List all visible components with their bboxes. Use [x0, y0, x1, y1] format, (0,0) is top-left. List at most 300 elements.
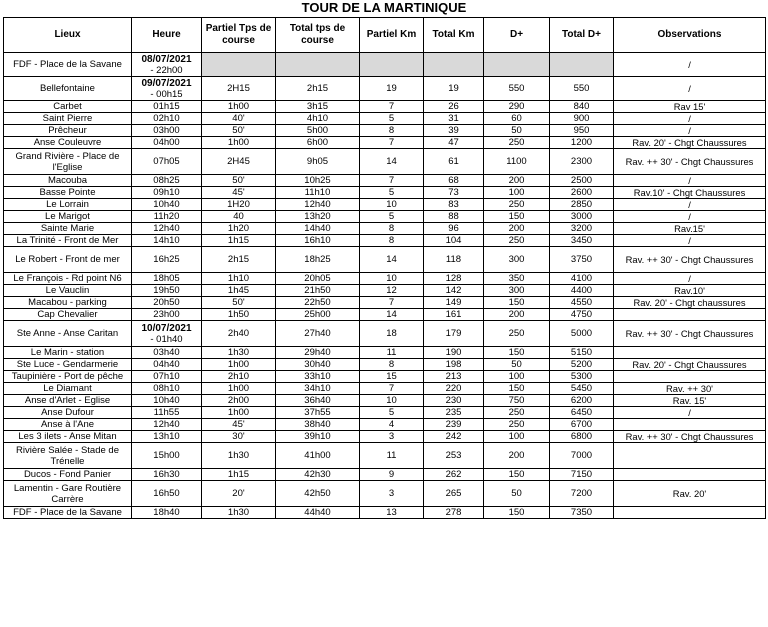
time-cell: 11h20	[132, 211, 202, 223]
total-km-cell: 68	[424, 175, 484, 187]
total-km-cell: 262	[424, 469, 484, 481]
table-row	[4, 187, 766, 199]
elevation-cell: 200	[484, 309, 550, 321]
partial-time-cell: 1h00	[202, 383, 276, 395]
partial-km-cell: 8	[360, 359, 424, 371]
total-time-cell: 16h10	[276, 235, 360, 247]
place-cell: Le François - Rd point N6	[4, 273, 132, 285]
partial-time-cell: 2H15	[202, 77, 276, 101]
elevation-cell	[484, 53, 550, 77]
partial-time-cell: 1h00	[202, 101, 276, 113]
table-row	[4, 359, 766, 371]
partial-time-cell: 1h45	[202, 285, 276, 297]
total-elevation-cell: 5450	[550, 383, 614, 395]
table-row	[4, 125, 766, 137]
header-dplus: D+	[484, 18, 550, 53]
partial-km-cell: 14	[360, 247, 424, 273]
observations-cell: Rav. 20' - Chgt chaussures	[614, 297, 766, 309]
time-cell: 16h25	[132, 247, 202, 273]
time-cell: 04h40	[132, 359, 202, 371]
total-km-cell: 47	[424, 137, 484, 149]
observations-cell	[614, 371, 766, 383]
elevation-cell: 100	[484, 187, 550, 199]
elevation-cell: 150	[484, 347, 550, 359]
observations-cell: Rav. ++ 30' - Chgt Chaussures	[614, 321, 766, 347]
partial-km-cell: 8	[360, 125, 424, 137]
observations-cell	[614, 419, 766, 431]
race-schedule-table	[3, 17, 766, 519]
partial-km-cell: 5	[360, 113, 424, 125]
elevation-cell: 50	[484, 359, 550, 371]
observations-cell: /	[614, 235, 766, 247]
partial-km-cell: 5	[360, 407, 424, 419]
total-km-cell: 96	[424, 223, 484, 235]
header-heure: Heure	[132, 18, 202, 53]
elevation-cell: 50	[484, 125, 550, 137]
total-time-cell: 5h00	[276, 125, 360, 137]
partial-km-cell: 10	[360, 199, 424, 211]
total-elevation-cell: 5300	[550, 371, 614, 383]
total-elevation-cell: 5150	[550, 347, 614, 359]
time-cell: 16h30	[132, 469, 202, 481]
time-label: - 00h15	[150, 88, 183, 100]
place-cell: Les 3 ilets - Anse Mitan	[4, 431, 132, 443]
total-time-cell: 25h00	[276, 309, 360, 321]
place-cell: Le Diamant	[4, 383, 132, 395]
total-time-cell	[276, 53, 360, 77]
observations-cell: Rav.10'	[614, 285, 766, 297]
table-row	[4, 199, 766, 211]
time-cell: 12h40	[132, 419, 202, 431]
total-km-cell: 83	[424, 199, 484, 211]
table-row	[4, 347, 766, 359]
place-cell: Ducos - Fond Panier	[4, 469, 132, 481]
partial-km-cell: 13	[360, 507, 424, 519]
total-km-cell: 142	[424, 285, 484, 297]
partial-km-cell: 10	[360, 273, 424, 285]
total-time-cell: 10h25	[276, 175, 360, 187]
total-elevation-cell: 2500	[550, 175, 614, 187]
total-elevation-cell: 6450	[550, 407, 614, 419]
total-km-cell: 149	[424, 297, 484, 309]
place-cell: Bellefontaine	[4, 77, 132, 101]
place-cell: Grand Rivière - Place de l'Eglise	[4, 149, 132, 175]
time-cell: 02h10	[132, 113, 202, 125]
total-time-cell: 11h10	[276, 187, 360, 199]
table-row	[4, 273, 766, 285]
total-time-cell: 29h40	[276, 347, 360, 359]
place-cell: Le Robert - Front de mer	[4, 247, 132, 273]
total-elevation-cell: 5000	[550, 321, 614, 347]
table-row	[4, 101, 766, 113]
observations-cell: /	[614, 199, 766, 211]
total-elevation-cell: 4750	[550, 309, 614, 321]
place-cell: Saint Pierre	[4, 113, 132, 125]
total-time-cell: 42h30	[276, 469, 360, 481]
time-label: - 01h40	[150, 333, 183, 345]
total-time-cell: 39h10	[276, 431, 360, 443]
time-cell: 04h00	[132, 137, 202, 149]
partial-time-cell: 45'	[202, 187, 276, 199]
header-lieux: Lieux	[4, 18, 132, 53]
time-cell: 15h00	[132, 443, 202, 469]
total-time-cell: 4h10	[276, 113, 360, 125]
total-km-cell	[424, 53, 484, 77]
place-cell: Ste Anne - Anse Caritan	[4, 321, 132, 347]
total-km-cell: 230	[424, 395, 484, 407]
time-cell: 19h50	[132, 285, 202, 297]
partial-km-cell: 5	[360, 211, 424, 223]
time-cell: 07h10	[132, 371, 202, 383]
partial-time-cell: 50'	[202, 125, 276, 137]
total-elevation-cell: 7350	[550, 507, 614, 519]
observations-cell: /	[614, 77, 766, 101]
total-elevation-cell: 900	[550, 113, 614, 125]
total-elevation-cell: 3750	[550, 247, 614, 273]
observations-cell: Rav.15'	[614, 223, 766, 235]
time-cell: 08h25	[132, 175, 202, 187]
total-elevation-cell: 2600	[550, 187, 614, 199]
elevation-cell: 150	[484, 383, 550, 395]
total-km-cell: 253	[424, 443, 484, 469]
elevation-cell: 100	[484, 371, 550, 383]
date-label: 09/07/2021	[141, 77, 192, 89]
time-cell: 18h05	[132, 273, 202, 285]
total-time-cell: 30h40	[276, 359, 360, 371]
table-body	[4, 53, 766, 519]
total-time-cell: 36h40	[276, 395, 360, 407]
total-km-cell: 179	[424, 321, 484, 347]
total-elevation-cell: 7200	[550, 481, 614, 507]
place-cell: Ste Luce - Gendarmerie	[4, 359, 132, 371]
total-km-cell: 278	[424, 507, 484, 519]
table-row	[4, 175, 766, 187]
place-cell: Anse d'Arlet - Eglise	[4, 395, 132, 407]
partial-time-cell: 1h00	[202, 359, 276, 371]
place-cell: Rivière Salée - Stade de Trénelle	[4, 443, 132, 469]
elevation-cell: 250	[484, 419, 550, 431]
partial-time-cell: 1h50	[202, 309, 276, 321]
table-row	[4, 407, 766, 419]
elevation-cell: 350	[484, 273, 550, 285]
elevation-cell: 200	[484, 223, 550, 235]
total-km-cell: 88	[424, 211, 484, 223]
place-cell: Anse Couleuvre	[4, 137, 132, 149]
partial-km-cell: 7	[360, 383, 424, 395]
place-cell: Basse Pointe	[4, 187, 132, 199]
partial-time-cell: 2h00	[202, 395, 276, 407]
elevation-cell: 300	[484, 247, 550, 273]
partial-km-cell: 11	[360, 443, 424, 469]
observations-cell: /	[614, 53, 766, 77]
elevation-cell: 250	[484, 137, 550, 149]
table-row	[4, 53, 766, 77]
total-km-cell: 104	[424, 235, 484, 247]
total-time-cell: 12h40	[276, 199, 360, 211]
table-row	[4, 113, 766, 125]
place-cell: Le Lorrain	[4, 199, 132, 211]
table-row	[4, 469, 766, 481]
table-row	[4, 149, 766, 175]
partial-km-cell: 18	[360, 321, 424, 347]
time-cell: 07h05	[132, 149, 202, 175]
place-cell: Sainte Marie	[4, 223, 132, 235]
total-time-cell: 44h40	[276, 507, 360, 519]
partial-time-cell: 1h20	[202, 223, 276, 235]
total-km-cell: 190	[424, 347, 484, 359]
partial-km-cell: 7	[360, 297, 424, 309]
table-row	[4, 223, 766, 235]
header-row	[4, 18, 766, 53]
page-title: TOUR DE LA MARTINIQUE	[301, 0, 467, 15]
total-elevation-cell: 2850	[550, 199, 614, 211]
total-elevation-cell: 6800	[550, 431, 614, 443]
total-km-cell: 128	[424, 273, 484, 285]
observations-cell: Rav. ++ 30'	[614, 383, 766, 395]
elevation-cell: 250	[484, 321, 550, 347]
time-cell: 23h00	[132, 309, 202, 321]
observations-cell: /	[614, 211, 766, 223]
partial-km-cell: 7	[360, 137, 424, 149]
time-cell: 13h10	[132, 431, 202, 443]
total-time-cell: 33h10	[276, 371, 360, 383]
total-elevation-cell: 4100	[550, 273, 614, 285]
table-row	[4, 371, 766, 383]
total-km-cell: 242	[424, 431, 484, 443]
observations-cell: /	[614, 407, 766, 419]
total-elevation-cell: 5200	[550, 359, 614, 371]
partial-km-cell: 3	[360, 431, 424, 443]
table-row	[4, 431, 766, 443]
table-row	[4, 395, 766, 407]
total-elevation-cell: 7150	[550, 469, 614, 481]
total-elevation-cell	[550, 53, 614, 77]
total-km-cell: 235	[424, 407, 484, 419]
partial-km-cell: 11	[360, 347, 424, 359]
place-cell: La Trinité - Front de Mer	[4, 235, 132, 247]
table-row	[4, 383, 766, 395]
time-cell: 11h55	[132, 407, 202, 419]
place-cell: Prêcheur	[4, 125, 132, 137]
total-time-cell: 41h00	[276, 443, 360, 469]
table-row	[4, 211, 766, 223]
total-elevation-cell: 6200	[550, 395, 614, 407]
elevation-cell: 200	[484, 443, 550, 469]
place-cell: Le Marin - station	[4, 347, 132, 359]
total-elevation-cell: 840	[550, 101, 614, 113]
time-cell: 10h40	[132, 199, 202, 211]
header-total-tps: Total tps de course	[276, 18, 360, 53]
elevation-cell: 250	[484, 407, 550, 419]
total-km-cell: 61	[424, 149, 484, 175]
table-row	[4, 247, 766, 273]
total-time-cell: 22h50	[276, 297, 360, 309]
elevation-cell: 750	[484, 395, 550, 407]
header-observations: Observations	[614, 18, 766, 53]
header-partiel-tps: Partiel Tps de course	[202, 18, 276, 53]
total-time-cell: 13h20	[276, 211, 360, 223]
table-row	[4, 507, 766, 519]
total-km-cell: 265	[424, 481, 484, 507]
elevation-cell: 250	[484, 199, 550, 211]
header-total-km: Total Km	[424, 18, 484, 53]
place-cell: Le Vauclin	[4, 285, 132, 297]
date-label: 10/07/2021	[141, 322, 192, 334]
total-time-cell: 6h00	[276, 137, 360, 149]
total-elevation-cell: 4550	[550, 297, 614, 309]
total-km-cell: 31	[424, 113, 484, 125]
partial-km-cell	[360, 53, 424, 77]
observations-cell	[614, 507, 766, 519]
time-cell	[132, 321, 202, 347]
observations-cell	[614, 443, 766, 469]
partial-km-cell: 5	[360, 187, 424, 199]
total-km-cell: 161	[424, 309, 484, 321]
partial-time-cell: 1h30	[202, 443, 276, 469]
header-total-dplus: Total D+	[550, 18, 614, 53]
total-time-cell: 9h05	[276, 149, 360, 175]
header-partiel-km: Partiel Km	[360, 18, 424, 53]
partial-time-cell: 2h40	[202, 321, 276, 347]
partial-time-cell: 2H45	[202, 149, 276, 175]
table-row	[4, 235, 766, 247]
place-cell: FDF - Place de la Savane	[4, 507, 132, 519]
observations-cell	[614, 309, 766, 321]
partial-km-cell: 8	[360, 235, 424, 247]
table-row	[4, 77, 766, 101]
total-time-cell: 34h10	[276, 383, 360, 395]
partial-time-cell: 1h00	[202, 137, 276, 149]
observations-cell: Rav.10' - Chgt Chaussures	[614, 187, 766, 199]
place-cell: Lamentin - Gare Routière Carrère	[4, 481, 132, 507]
partial-time-cell: 1h00	[202, 407, 276, 419]
partial-km-cell: 14	[360, 309, 424, 321]
total-time-cell: 27h40	[276, 321, 360, 347]
total-elevation-cell: 7000	[550, 443, 614, 469]
time-cell: 10h40	[132, 395, 202, 407]
time-cell: 14h10	[132, 235, 202, 247]
total-elevation-cell: 6700	[550, 419, 614, 431]
elevation-cell: 550	[484, 77, 550, 101]
observations-cell: Rav. ++ 30' - Chgt Chaussures	[614, 247, 766, 273]
observations-cell: /	[614, 175, 766, 187]
elevation-cell: 60	[484, 113, 550, 125]
place-cell: Macabou - parking	[4, 297, 132, 309]
table-row	[4, 481, 766, 507]
partial-time-cell: 30'	[202, 431, 276, 443]
total-time-cell: 37h55	[276, 407, 360, 419]
total-km-cell: 213	[424, 371, 484, 383]
table-row	[4, 285, 766, 297]
partial-time-cell: 50'	[202, 297, 276, 309]
total-time-cell: 3h15	[276, 101, 360, 113]
total-time-cell: 42h50	[276, 481, 360, 507]
elevation-cell: 150	[484, 297, 550, 309]
time-cell: 03h00	[132, 125, 202, 137]
total-time-cell: 38h40	[276, 419, 360, 431]
time-label: - 22h00	[150, 64, 183, 76]
observations-cell: Rav. ++ 30' - Chgt Chaussures	[614, 149, 766, 175]
elevation-cell: 150	[484, 507, 550, 519]
total-time-cell: 14h40	[276, 223, 360, 235]
table-row	[4, 419, 766, 431]
partial-time-cell: 2h15	[202, 247, 276, 273]
elevation-cell: 100	[484, 431, 550, 443]
partial-km-cell: 12	[360, 285, 424, 297]
time-cell: 08h10	[132, 383, 202, 395]
partial-km-cell: 10	[360, 395, 424, 407]
elevation-cell: 1100	[484, 149, 550, 175]
total-elevation-cell: 3450	[550, 235, 614, 247]
total-time-cell: 21h50	[276, 285, 360, 297]
place-cell: Carbet	[4, 101, 132, 113]
table-row	[4, 297, 766, 309]
partial-time-cell: 1h15	[202, 469, 276, 481]
total-km-cell: 39	[424, 125, 484, 137]
total-elevation-cell: 3200	[550, 223, 614, 235]
time-cell	[132, 77, 202, 101]
partial-km-cell: 4	[360, 419, 424, 431]
partial-km-cell: 19	[360, 77, 424, 101]
observations-cell: Rav. 20'	[614, 481, 766, 507]
table-row	[4, 137, 766, 149]
total-km-cell: 118	[424, 247, 484, 273]
partial-km-cell: 14	[360, 149, 424, 175]
place-cell: Anse à l'Ane	[4, 419, 132, 431]
elevation-cell: 200	[484, 175, 550, 187]
total-km-cell: 26	[424, 101, 484, 113]
partial-km-cell: 8	[360, 223, 424, 235]
total-km-cell: 239	[424, 419, 484, 431]
date-label: 08/07/2021	[141, 53, 192, 65]
time-cell: 18h40	[132, 507, 202, 519]
place-cell: Taupinière - Port de pêche	[4, 371, 132, 383]
total-km-cell: 19	[424, 77, 484, 101]
partial-time-cell: 2h10	[202, 371, 276, 383]
table-row	[4, 321, 766, 347]
place-cell: Le Marigot	[4, 211, 132, 223]
observations-cell: /	[614, 125, 766, 137]
partial-time-cell: 1H20	[202, 199, 276, 211]
partial-time-cell: 1h15	[202, 235, 276, 247]
partial-time-cell: 45'	[202, 419, 276, 431]
total-elevation-cell: 2300	[550, 149, 614, 175]
partial-time-cell: 1h30	[202, 507, 276, 519]
total-elevation-cell: 550	[550, 77, 614, 101]
observations-cell	[614, 469, 766, 481]
partial-km-cell: 7	[360, 101, 424, 113]
time-cell	[132, 53, 202, 77]
observations-cell: Rav 15'	[614, 101, 766, 113]
elevation-cell: 300	[484, 285, 550, 297]
observations-cell: /	[614, 273, 766, 285]
partial-km-cell: 7	[360, 175, 424, 187]
time-cell: 03h40	[132, 347, 202, 359]
partial-time-cell: 40'	[202, 113, 276, 125]
elevation-cell: 150	[484, 211, 550, 223]
total-elevation-cell: 4400	[550, 285, 614, 297]
total-elevation-cell: 1200	[550, 137, 614, 149]
total-km-cell: 198	[424, 359, 484, 371]
total-km-cell: 73	[424, 187, 484, 199]
elevation-cell: 150	[484, 469, 550, 481]
partial-time-cell: 1h10	[202, 273, 276, 285]
total-elevation-cell: 950	[550, 125, 614, 137]
partial-time-cell: 40	[202, 211, 276, 223]
observations-cell	[614, 347, 766, 359]
observations-cell: /	[614, 113, 766, 125]
total-time-cell: 20h05	[276, 273, 360, 285]
